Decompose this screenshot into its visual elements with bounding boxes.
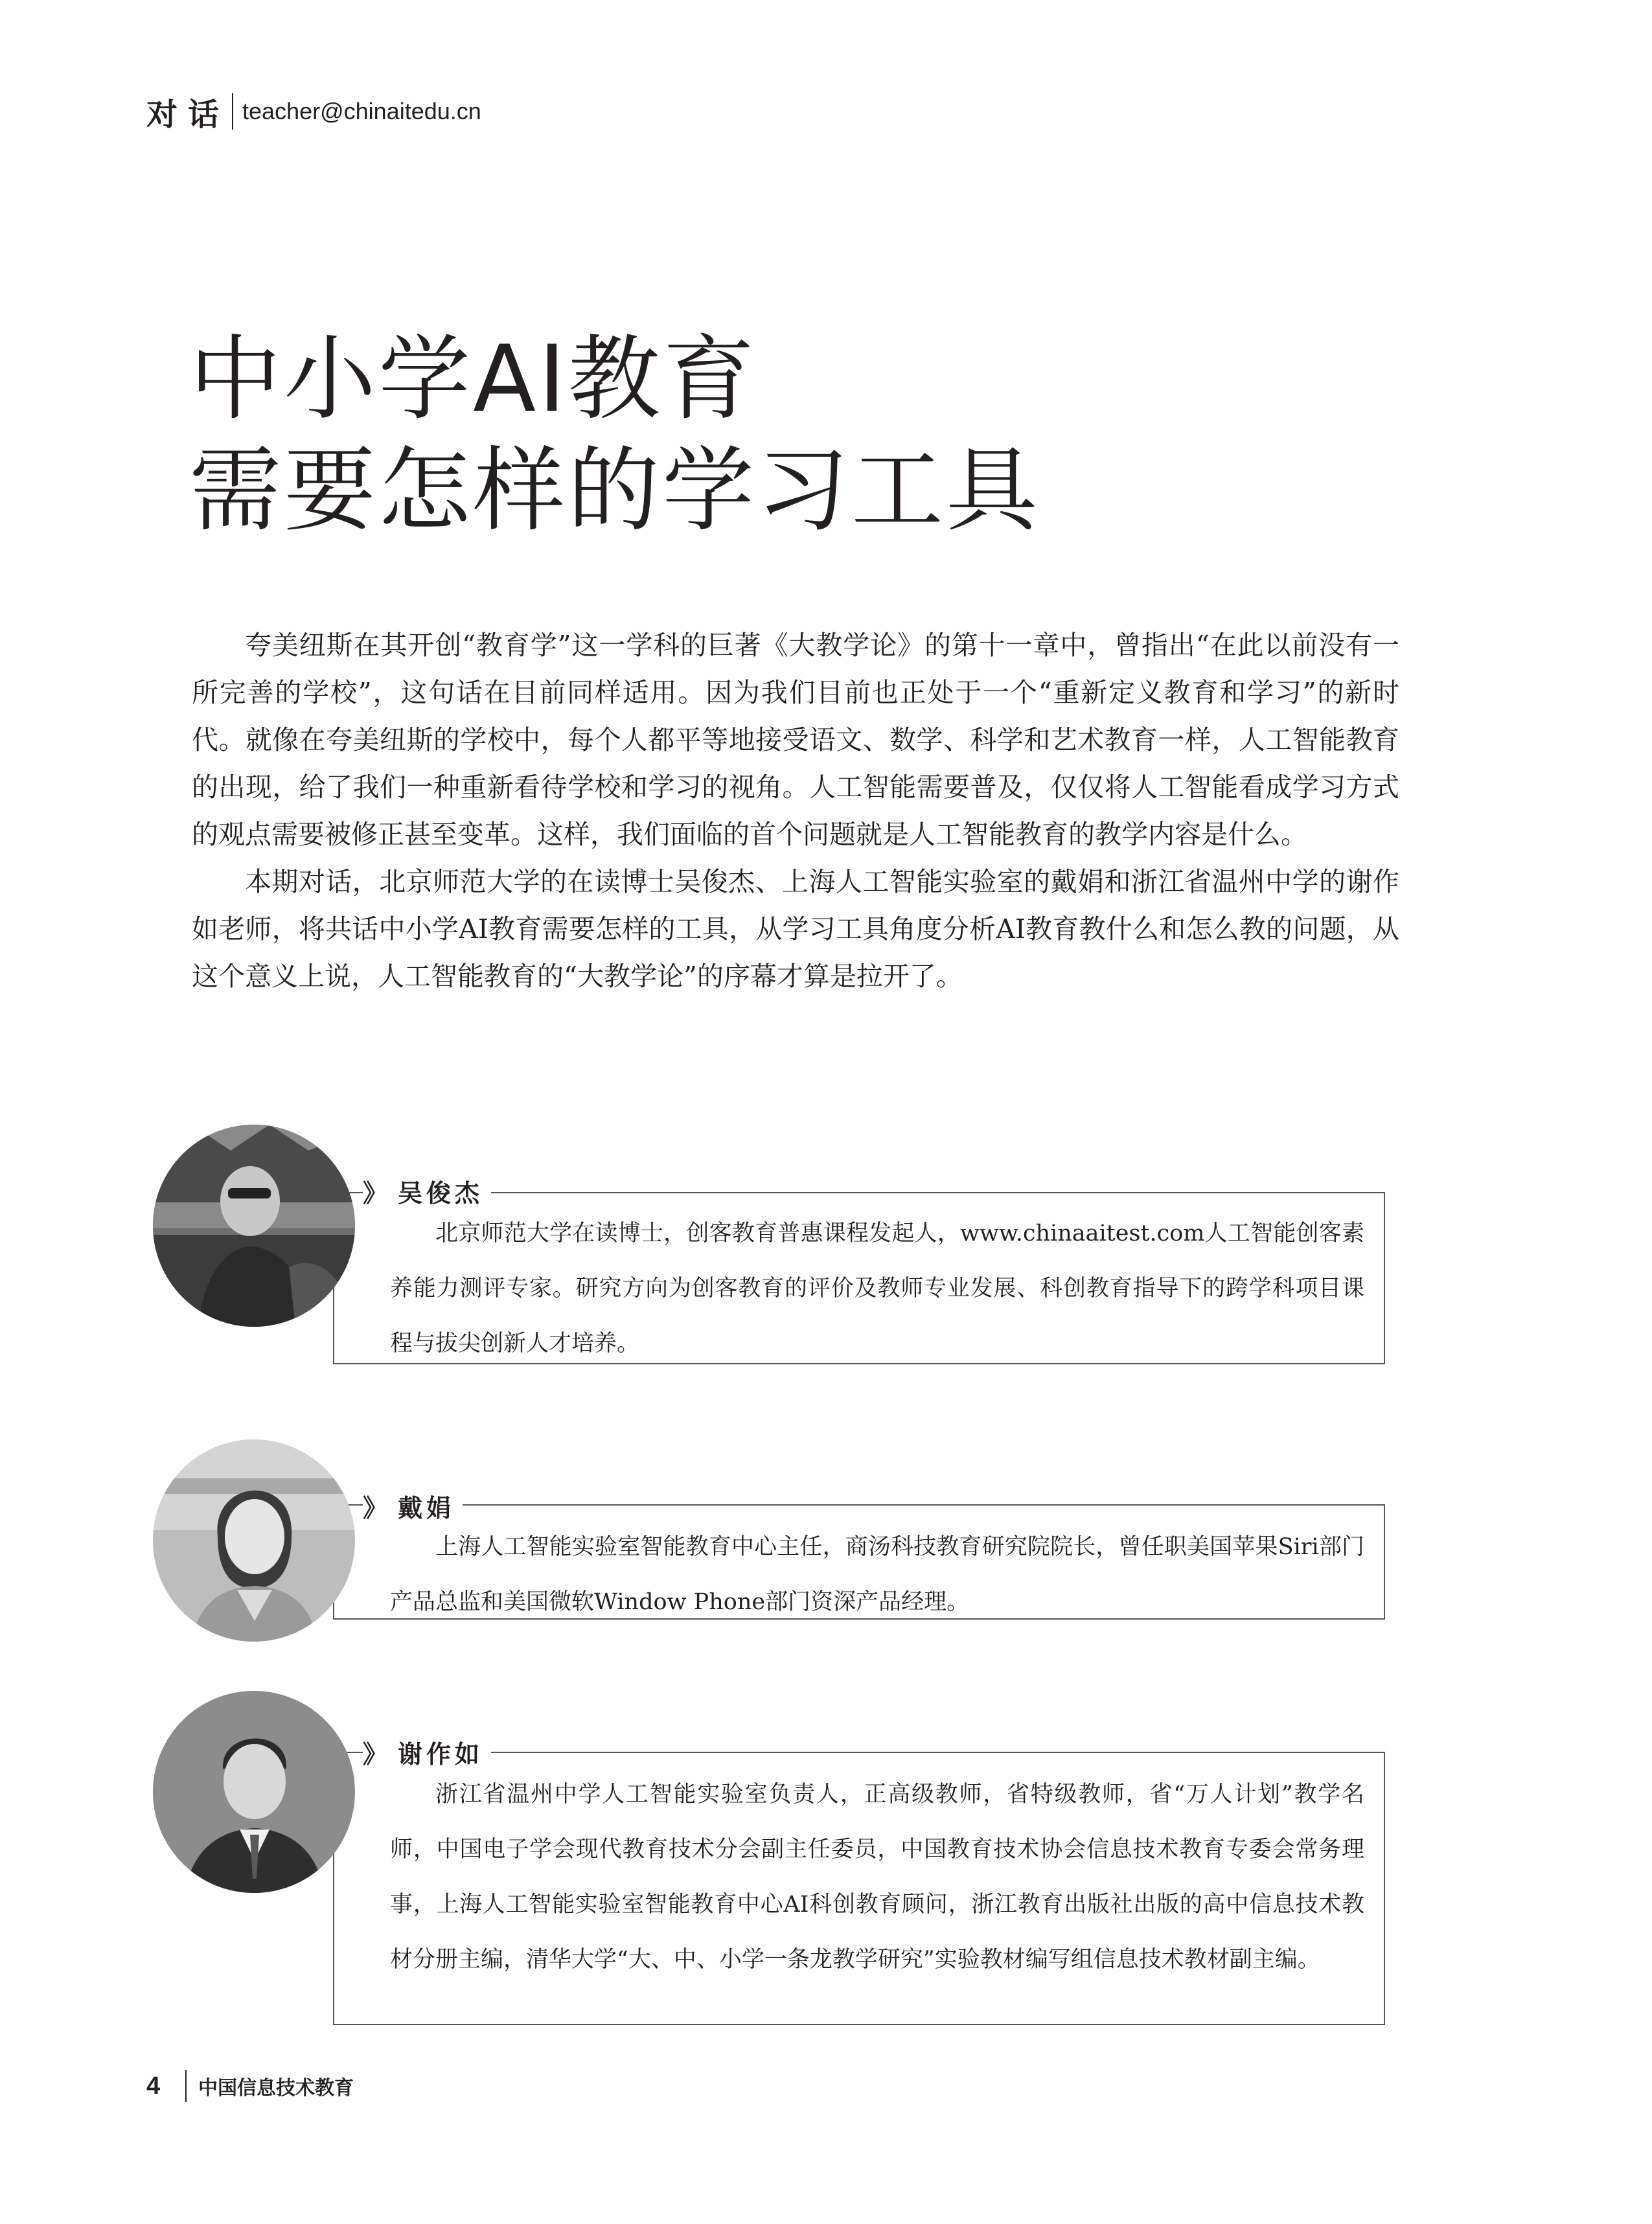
person-bio	[390, 1520, 1364, 1630]
avatar	[153, 1125, 355, 1327]
title-line-2: 需要怎样的学习工具	[189, 437, 1040, 544]
page-footer	[146, 2068, 354, 2104]
page-number: 4	[146, 2072, 161, 2100]
article-intro	[192, 622, 1399, 1000]
name-row	[363, 1173, 491, 1209]
person-bio	[390, 1206, 1364, 1371]
footer-divider	[185, 2070, 187, 2102]
chevron-marker-icon: 》	[363, 1493, 384, 1522]
bio-text: 北京师范大学在读博士，创客教育普惠课程发起人，www.chinaaitest.com人工智能创客素养能力测评专家。研究方向为创客教育的评价及教师专业发展、科创教育指导下的跨学科项目课程与拔尖创新人才培养。	[390, 1221, 1364, 1357]
person-name: 谢作如	[398, 1739, 484, 1769]
page-header	[146, 91, 481, 132]
article-title	[189, 324, 1040, 547]
person-bio	[390, 1767, 1364, 1988]
person-name: 吴俊杰	[398, 1178, 484, 1208]
bio-text: 浙江省温州中学人工智能实验室负责人，正高级教师，省特级教师，省“万人计划”教学名师，中国电子学会现代教育技术分会副主任委员，中国教育技术协会信息技术教育专委会常务理事，上海人工智能实验室智能教育中心AI科创教育顾问，浙江教育出版社出版的高中信息技术教材分册主编，清华大学“大、中、小学一条龙教学研究”实验教材编写组信息技术教材副主编。	[390, 1782, 1364, 1973]
person-name: 戴娟	[398, 1493, 455, 1522]
section-label: 对话	[146, 96, 230, 133]
chevron-marker-icon: 》	[363, 1739, 384, 1769]
avatar	[153, 1439, 355, 1642]
intro-paragraph-1: 夸美纽斯在其开创“教育学”这一学科的巨著《大教学论》的第十一章中，曾指出“在此以前没有一所完善的学校”，这句话在目前同样适用。因为我们目前也正处于一个“重新定义教育和学习”的新时代。就像在夸美纽斯的学校中，每个人都平等地接受语文、数学、科学和艺术教育一样，人工智能教育的出现，给了我们一种重新看待学校和学习的视角。人工智能需要普及，仅仅将人工智能看成学习方式的观点需要被修正甚至变革。这样，我们面临的首个问题就是人工智能教育的教学内容是什么。	[192, 630, 1399, 850]
contact-email: teacher@chinaitedu.cn	[242, 98, 481, 124]
bio-text: 上海人工智能实验室智能教育中心主任，商汤科技教育研究院院长，曾任职美国苹果Siri部门产品总监和美国微软Window Phone部门资深产品经理。	[390, 1534, 1364, 1615]
name-row	[363, 1487, 463, 1524]
intro-paragraph-2: 本期对话，北京师范大学的在读博士吴俊杰、上海人工智能实验室的戴娟和浙江省温州中学的谢作如老师，将共话中小学AI教育需要怎样的工具，从学习工具角度分析AI教育教什么和怎么教的问题，从这个意义上说，人工智能教育的“大教学论”的序幕才算是拉开了。	[192, 866, 1399, 992]
name-row	[363, 1734, 491, 1770]
title-line-1: 中小学AI教育	[189, 326, 758, 433]
journal-name: 中国信息技术教育	[198, 2077, 354, 2100]
header-divider	[232, 93, 233, 130]
avatar	[153, 1691, 355, 1893]
chevron-marker-icon: 》	[363, 1178, 384, 1208]
